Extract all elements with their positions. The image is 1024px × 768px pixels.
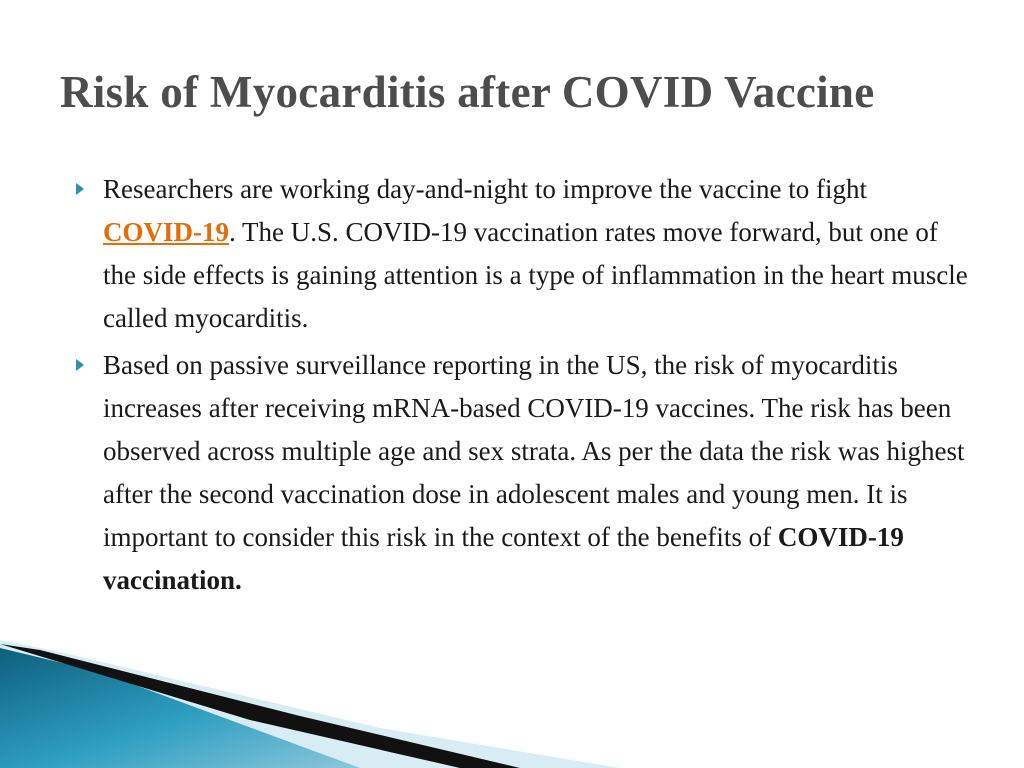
decor-teal-wedge	[0, 648, 360, 768]
covid-19-link[interactable]: COVID-19	[103, 217, 229, 247]
bullet-2-text: Based on passive surveillance reporting in the US, the risk of myocarditis increases after receiving mRNA-based COVID-19 vaccines. The risk has been observed across multiple age and sex strata. As per the data the risk was highest after the second vaccination dose in adolescent males and young men. It is important to consider this risk in the context of the benefits of	[103, 350, 965, 552]
bullet-1-text-before-link: Researchers are working day-and-night to improve the vaccine to fight	[103, 174, 867, 204]
bullet-1-text-after-link: . The U.S. COVID-19 vaccination rates move forward, but one of the side effects is gaining attention is a type of inflammation in the heart muscle called myocarditis.	[103, 217, 968, 333]
slide-title: Risk of Myocarditis after COVID Vaccine	[60, 67, 875, 117]
bullet-2-bold-text: COVID-19 vaccination.	[103, 522, 904, 595]
